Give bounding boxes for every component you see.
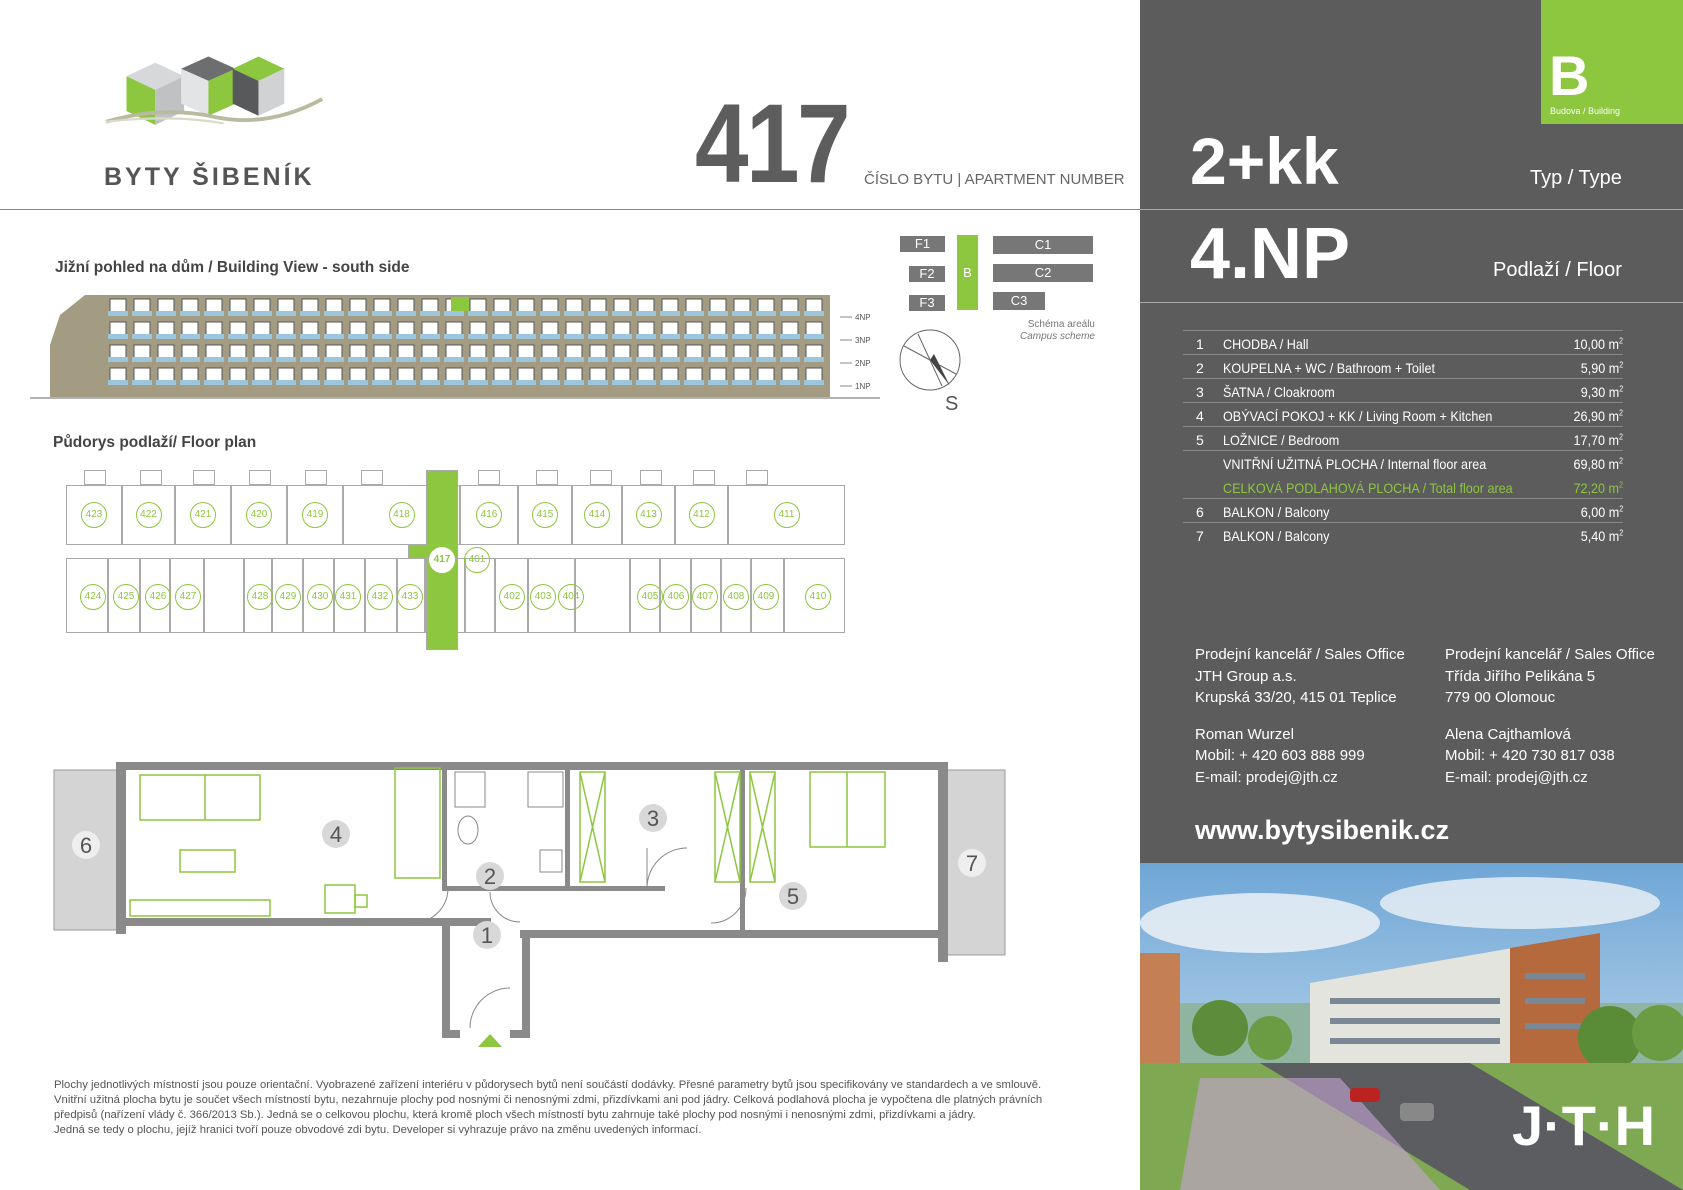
floorplan-unit (204, 558, 244, 633)
elevation-balcony (372, 357, 392, 362)
floor-label-4np: 4NP (855, 313, 871, 322)
elevation-balcony (660, 311, 680, 316)
floorplan-unit-label: 402 (499, 584, 525, 610)
room-row: 4 OBÝVACÍ POKOJ + KK / Living Room + Kitchen 26,90 $m^2$ (1183, 403, 1623, 427)
elevation-balcony (804, 357, 824, 362)
elevation-balcony (204, 311, 224, 316)
building-elevation (30, 285, 890, 405)
elevation-balcony (588, 334, 608, 339)
elevation-balcony (324, 311, 344, 316)
elevation-balcony (444, 357, 464, 362)
plan-room-7: 7 (965, 851, 979, 876)
floorplan-unit-label: 410 (805, 584, 831, 610)
elevation-balcony (108, 311, 128, 316)
elevation-balcony (516, 311, 536, 316)
elevation-balcony (612, 357, 632, 362)
elevation-balcony (564, 334, 584, 339)
elevation-balcony (156, 311, 176, 316)
floorplan-unit-label: 414 (584, 502, 610, 528)
elevation-balcony (252, 311, 272, 316)
elevation-balcony (444, 334, 464, 339)
apartment-type-label: Typ / Type (1530, 167, 1622, 189)
elevation-balcony (156, 357, 176, 362)
elevation-balcony (516, 334, 536, 339)
floorplan-unit-label: 419 (302, 502, 328, 528)
elevation-balcony (396, 334, 416, 339)
elevation-balcony (276, 311, 296, 316)
elevation-balcony (204, 334, 224, 339)
elevation-balcony (660, 357, 680, 362)
elevation-balcony (636, 311, 656, 316)
room-row: 6 BALKON / Balcony 6,00 $m^2$ (1183, 499, 1623, 523)
elevation-balcony (396, 380, 416, 385)
room-table (1183, 330, 1623, 547)
apartment-floor-plan (50, 760, 1010, 1050)
elevation-balcony (252, 380, 272, 385)
elevation-balcony (492, 357, 512, 362)
floorplan-unit-label: 404 (558, 584, 584, 610)
room-row: 3 ŠATNA / Cloakroom 9,30 $m^2$ (1183, 379, 1623, 403)
elevation-balcony (516, 357, 536, 362)
elevation-balcony (636, 380, 656, 385)
floorplan-unit-label: 413 (636, 502, 662, 528)
elevation-balcony (540, 311, 560, 316)
elevation-balcony (612, 311, 632, 316)
floorplan-unit-label: 420 (246, 502, 272, 528)
elevation-balcony (756, 380, 776, 385)
elevation-balcony (540, 380, 560, 385)
elevation-balcony (636, 334, 656, 339)
elevation-balcony (180, 380, 200, 385)
elevation-balcony (612, 380, 632, 385)
elevation-balcony (300, 311, 320, 316)
compass-south: S (945, 393, 959, 413)
campus-c3: C3 (993, 292, 1045, 310)
floorplan-title: Půdorys podlaží/ Floor plan (53, 434, 257, 451)
floorplan-unit-label: 415 (532, 502, 558, 528)
website-link[interactable]: www.bytysibenik.cz (1195, 815, 1450, 845)
elevation-balcony (708, 357, 728, 362)
elevation-balcony (468, 357, 488, 362)
floorplan-unit-label: 405 (637, 584, 663, 610)
elevation-balcony (708, 380, 728, 385)
plan-room-4: 4 (329, 822, 343, 847)
elevation-balcony (444, 380, 464, 385)
floorplan-unit (84, 470, 106, 485)
floorplan-unit-label: 430 (307, 584, 333, 610)
elevation-balcony (180, 334, 200, 339)
elevation-balcony (540, 357, 560, 362)
floorplan-unit-label: 407 (692, 584, 718, 610)
building-rendering (1140, 863, 1683, 1190)
elevation-balcony (492, 334, 512, 339)
elevation-balcony (108, 334, 128, 339)
elevation-balcony (348, 334, 368, 339)
campus-c2: C2 (993, 264, 1093, 282)
elevation-balcony (708, 311, 728, 316)
floorplan-unit (305, 470, 327, 485)
floorplan-unit-label: 421 (190, 502, 216, 528)
jth-logo: J·T·H (1512, 1094, 1656, 1157)
elevation-balcony (348, 357, 368, 362)
elevation-balcony (468, 380, 488, 385)
floor-value: 4.NP (1190, 214, 1351, 294)
elevation-balcony (420, 311, 440, 316)
campus-c1: C1 (993, 236, 1093, 254)
elevation-balcony (420, 334, 440, 339)
elevation-balcony (564, 380, 584, 385)
apartment-number: 417 (695, 81, 848, 206)
elevation-balcony (156, 334, 176, 339)
elevation-balcony (708, 334, 728, 339)
elevation-balcony (180, 311, 200, 316)
elevation-balcony (372, 311, 392, 316)
floorplan-unit-label: 412 (689, 502, 715, 528)
elevation-balcony (132, 380, 152, 385)
floorplan-unit-label: 416 (476, 502, 502, 528)
internal-area-row: VNITŘNÍ UŽITNÁ PLOCHA / Internal floor area 69,80 $m^2$ (1223, 456, 1623, 472)
sales-office-olomouc: Prodejní kancelář / Sales Office Třída Jiřího Pelikána 5 779 00 Olomouc Alena Cajthamlová Mobil: + 420 730 817 038 E-mail: prodej@jth.cz (1445, 646, 1655, 786)
elevation-balcony (108, 380, 128, 385)
elevation-balcony (780, 380, 800, 385)
elevation-balcony (636, 357, 656, 362)
floorplan-unit (536, 470, 558, 485)
floorplan-unit-label: 408 (723, 584, 749, 610)
floorplan-unit (693, 470, 715, 485)
elevation-balcony (732, 380, 752, 385)
elevation-balcony (108, 357, 128, 362)
elevation-balcony (300, 357, 320, 362)
elevation-balcony (468, 334, 488, 339)
floor-label-2np: 2NP (855, 359, 871, 368)
campus-scheme-label: Schéma areálu Campus scheme (1019, 319, 1095, 342)
elevation-balcony (372, 380, 392, 385)
campus-f3: F3 (909, 295, 945, 311)
legal-disclaimer: Plochy jednotlivých místností jsou pouze orientační. Vyobrazené zařízení interiéru v půdorysech bytů není součástí dodávky. Přesné parametry bytů jsou specifikovány ve standardech a ve smlouvě. Vnitřní užitná plocha bytu je součet všech místností bytu, nezahrnuje plochy pod nosnými či nenosnými zdmi, přizdívkami ani pod jádry. Celková podlahová plocha je vypočtena dle platných právních předpisů (nařízení vlády č. 366/2013 Sb.). Jedná se o celkovou plochu, která kromě ploch všech místností bytu zahrnuje také plochy pod nosnými i nenosnými zdmi, přizdívkami a jádry. Jedná se tedy o plochu, jejíž hranici tvoří pouze obvodové zdi bytu. Developer si vyhrazuje právo na změnu uvedených informací. (54, 1079, 1043, 1136)
elevation-balcony (132, 357, 152, 362)
campus-f1: F1 (900, 236, 945, 252)
elevation-balcony (420, 357, 440, 362)
elevation-balcony (540, 334, 560, 339)
elevation-balcony (324, 357, 344, 362)
floorplan-unit-label: 426 (145, 584, 171, 610)
elevation-balcony (396, 357, 416, 362)
elevation-balcony (228, 357, 248, 362)
floorplan-unit-label: 427 (175, 584, 201, 610)
elevation-balcony (300, 380, 320, 385)
floorplan-unit (590, 470, 612, 485)
plan-room-2: 2 (483, 864, 497, 889)
elevation-balcony (588, 311, 608, 316)
elevation-balcony (684, 311, 704, 316)
building-label: Budova / Building (1550, 106, 1621, 116)
floorplan-unit-label: 406 (663, 584, 689, 610)
plan-room-3: 3 (646, 806, 660, 831)
floorplan-unit-label: 424 (80, 584, 106, 610)
panel-divider (1140, 209, 1683, 210)
room-row: 2 KOUPELNA + WC / Bathroom + Toilet 5,90 $m^2$ (1183, 355, 1623, 379)
elevation-balcony (492, 311, 512, 316)
elevation-balcony (756, 357, 776, 362)
room-row: 5 LOŽNICE / Bedroom 17,70 $m^2$ (1183, 427, 1623, 451)
floor-label-1np: 1NP (855, 382, 871, 391)
elevation-balcony (396, 311, 416, 316)
compass-icon (898, 328, 968, 413)
plan-room-6: 6 (79, 833, 93, 858)
elevation-balcony (204, 357, 224, 362)
elevation-balcony (684, 334, 704, 339)
floorplan-unit (640, 470, 662, 485)
elevation-balcony (228, 334, 248, 339)
apartment-number-label: ČÍSLO BYTU | APARTMENT NUMBER (864, 171, 1125, 188)
floorplan-unit (746, 470, 768, 485)
floorplan-unit (140, 470, 162, 485)
room-row: 1 CHODBA / Hall 10,00 $m^2$ (1183, 331, 1623, 355)
plan-room-1: 1 (480, 923, 494, 948)
elevation-balcony (756, 311, 776, 316)
floorplan-unit-label: 403 (530, 584, 556, 610)
room-row: 7 BALKON / Balcony 5,40 $m^2$ (1196, 528, 1623, 544)
floorplan-unit-label: 428 (247, 584, 273, 610)
floorplan-unit (478, 470, 500, 485)
elevation-balcony (324, 334, 344, 339)
elevation-balcony (564, 357, 584, 362)
elevation-balcony (276, 334, 296, 339)
elevation-balcony (300, 334, 320, 339)
elevation-balcony (492, 380, 512, 385)
elevation-balcony (420, 380, 440, 385)
floor-label-3np: 3NP (855, 336, 871, 345)
brand-name: BYTY ŠIBENÍK (104, 163, 315, 191)
sales-office-teplice: Prodejní kancelář / Sales Office JTH Group a.s. Krupská 33/20, 415 01 Teplice Roman Wurzel Mobil: + 420 603 888 999 E-mail: prodej@jth.cz (1195, 646, 1405, 786)
floorplan-unit-label: 432 (367, 584, 393, 610)
floorplan-unit-label: 409 (753, 584, 779, 610)
elevation-balcony (132, 334, 152, 339)
elevation-balcony (588, 380, 608, 385)
elevation-balcony (660, 334, 680, 339)
floor-label: Podlaží / Floor (1493, 259, 1622, 281)
elevation-balcony (276, 357, 296, 362)
elevation-balcony (228, 380, 248, 385)
floorplan-unit-label: 417 (429, 547, 455, 573)
floorplan-unit-label: 429 (275, 584, 301, 610)
panel-divider (1140, 302, 1683, 303)
header-divider (0, 209, 1140, 210)
floorplan-unit-label: 411 (774, 502, 800, 528)
elevation-balcony (804, 311, 824, 316)
elevation-title: Jižní pohled na dům / Building View - south side (55, 259, 410, 276)
elevation-balcony (660, 380, 680, 385)
elevation-balcony (252, 357, 272, 362)
elevation-balcony (132, 311, 152, 316)
elevation-balcony (204, 380, 224, 385)
elevation-balcony (348, 380, 368, 385)
floorplan-unit-label: 401 (464, 547, 490, 573)
elevation-balcony (564, 311, 584, 316)
floorplan-unit-label: 425 (113, 584, 139, 610)
elevation-balcony (804, 380, 824, 385)
elevation-balcony (276, 380, 296, 385)
plan-room-5: 5 (786, 884, 800, 909)
floorplan-unit (249, 470, 271, 485)
elevation-balcony (612, 334, 632, 339)
elevation-balcony (348, 311, 368, 316)
elevation-balcony (372, 334, 392, 339)
elevation-balcony (684, 380, 704, 385)
floorplan-unit-label: 418 (389, 502, 415, 528)
elevation-balcony (780, 311, 800, 316)
building-letter: B (1549, 44, 1590, 107)
floorplan-unit (361, 470, 383, 485)
elevation-balcony (228, 311, 248, 316)
elevation-balcony (516, 380, 536, 385)
elevation-balcony (588, 357, 608, 362)
floorplan-unit-label: 422 (136, 502, 162, 528)
elevation-balcony (180, 357, 200, 362)
elevation-balcony (780, 334, 800, 339)
floorplan-unit (193, 470, 215, 485)
elevation-balcony (156, 380, 176, 385)
elevation-balcony (732, 334, 752, 339)
elevation-balcony (732, 357, 752, 362)
elevation-balcony (252, 334, 272, 339)
building-badge (1541, 0, 1683, 124)
elevation-balcony (780, 357, 800, 362)
elevation-balcony (732, 311, 752, 316)
campus-building-b: B (957, 235, 978, 310)
floorplan-unit-label: 423 (81, 502, 107, 528)
brand-logo (66, 52, 366, 162)
elevation-balcony (444, 311, 464, 316)
elevation-balcony (468, 311, 488, 316)
total-area-row: CELKOVÁ PODLAHOVÁ PLOCHA / Total floor area 72,20 $m^2$ (1183, 475, 1623, 499)
elevation-balcony (756, 334, 776, 339)
campus-f2: F2 (909, 266, 945, 282)
elevation-balcony (324, 380, 344, 385)
floorplan-unit-label: 433 (397, 584, 423, 610)
apartment-type: 2+kk (1190, 124, 1339, 198)
floorplan-unit-label: 431 (335, 584, 361, 610)
elevation-balcony (804, 334, 824, 339)
elevation-balcony (684, 357, 704, 362)
